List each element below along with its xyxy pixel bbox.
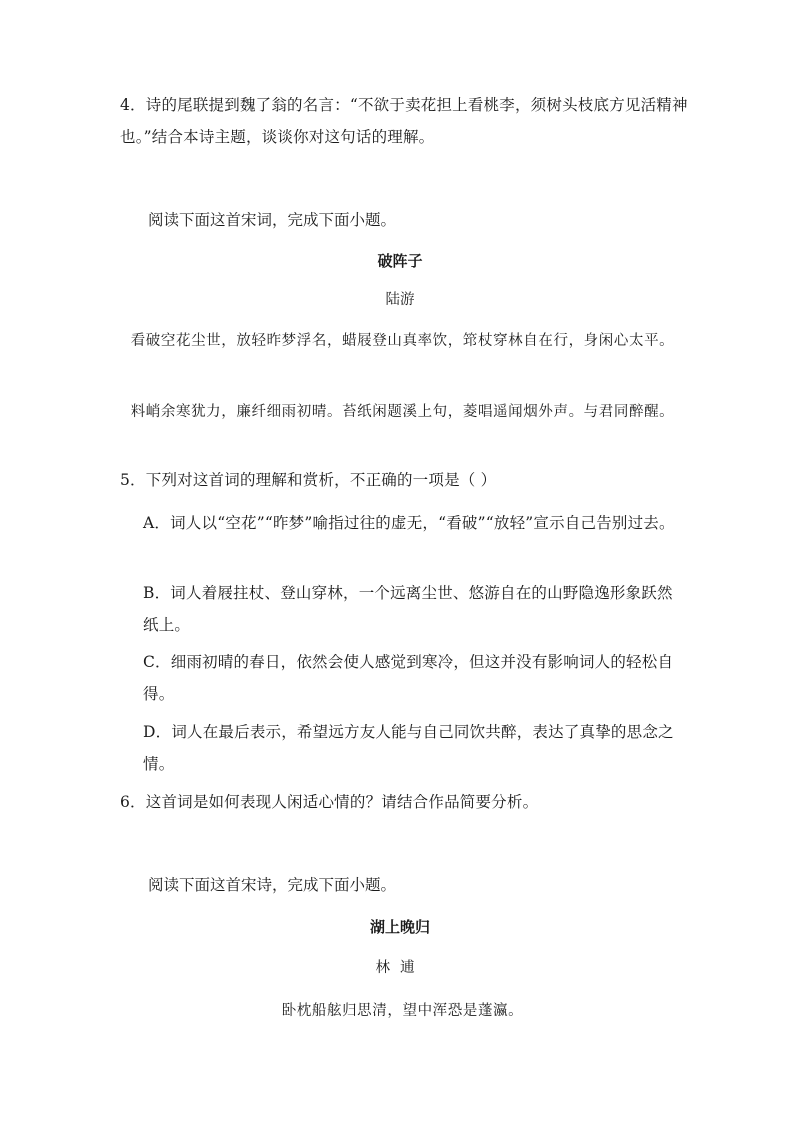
reading-instruction-2: 阅读下面这首宋诗，完成下面小题。 [148, 876, 397, 894]
poem-author-lu-you: 陆游 [385, 292, 415, 308]
poem-title-hu-shang-wan-gui: 湖上晚归 [369, 918, 430, 936]
poem-stanza-2: 料峭余寒犹力，廉纤细雨初晴。苔纸闲题溪上句，菱唱遥闻烟外声。与君同醉醒。 [130, 404, 675, 420]
question-5-option-a: A．词人以“空花”“昨梦”喻指过往的虚无，“看破”“放轻”宣示自己告别过去。 [143, 514, 675, 532]
poem-line-1: 卧枕船舷归思清，望中浑恐是蓬瀛。 [281, 1003, 524, 1019]
poem-title-po-zhen-zi: 破阵子 [377, 252, 423, 270]
question-4: 4．诗的尾联提到魏了翁的名言：“不欲于卖花担上看桃李，须树头枝底方见活精神也。”结合本诗主题，谈谈你对这句话的理解。 [120, 96, 688, 146]
question-5-option-b: B．词人着屐拄杖、登山穿林，一个远离尘世、悠游自在的山野隐逸形象跃然纸上。 [143, 584, 673, 634]
reading-instruction-1: 阅读下面这首宋词，完成下面小题。 [148, 211, 397, 229]
question-5-option-c: C．细雨初晴的春日，依然会使人感觉到寒冷，但这并没有影响词人的轻松自得。 [143, 653, 674, 703]
question-5-stem: 5．下列对这首词的理解和赏析，不正确的一项是（ ） [120, 471, 497, 489]
poem-stanza-1: 看破空花尘世，放轻昨梦浮名，蜡屐登山真率饮，筇杖穿林自在行，身闲心太平。 [130, 333, 675, 349]
question-5-option-d: D．词人在最后表示，希望远方友人能与自己同饮共醉，表达了真挚的思念之情。 [143, 723, 674, 773]
poem-author-lin-bu: 林逋 [375, 960, 425, 976]
question-6: 6．这首词是如何表现人闲适心情的？请结合作品简要分析。 [120, 793, 539, 811]
